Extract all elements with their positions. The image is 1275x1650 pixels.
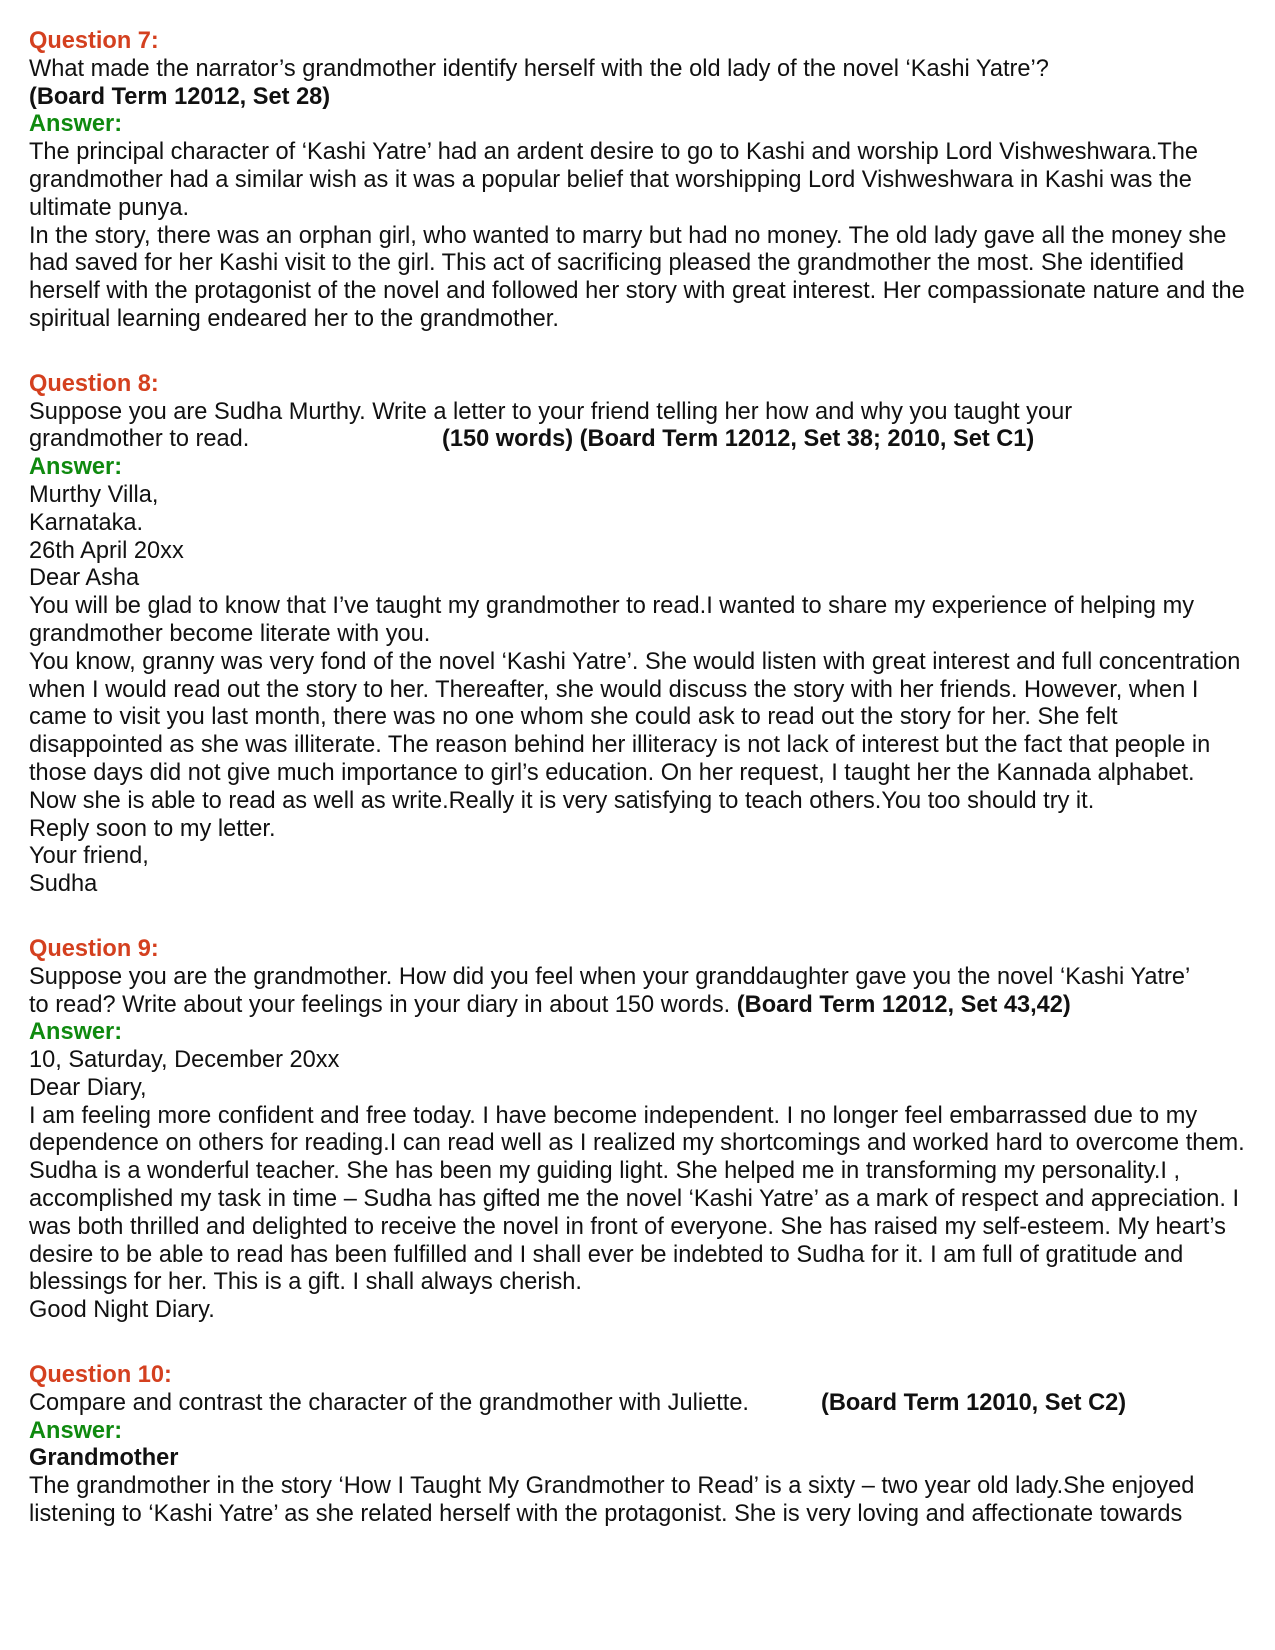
section-gap	[29, 334, 1247, 371]
letter-closing: Reply soon to my letter.	[29, 815, 276, 842]
section-gap	[29, 899, 1247, 936]
question-text-line-2	[29, 426, 1247, 454]
answer-label: Answer:	[29, 111, 123, 138]
question-text-end: grandmother to read.	[29, 426, 250, 453]
question-text-line	[29, 1390, 1247, 1418]
question-8-block	[29, 371, 1247, 899]
diary-date: 10, Saturday, December 20xx	[29, 1047, 340, 1074]
letter-address-line: Murthy Villa,	[29, 481, 159, 508]
diary-closing: Good Night Diary.	[29, 1297, 215, 1324]
question-heading: Question 7:	[29, 28, 159, 54]
board-reference: (150 words) (Board Term 12012, Set 38; 2010, Set C1)	[442, 426, 1035, 453]
letter-date: 26th April 20xx	[29, 537, 184, 564]
answer-label: Answer:	[29, 454, 123, 481]
answer-paragraph: The principal character of ‘Kashi Yatre’ had an ardent desire to go to Kashi and worship Lord Vishweshwara.The grandmother had a similar wish as it was a popular belief that worshipping Lord Vishweshwara in Kashi was the ultimate punya.	[29, 139, 1198, 221]
letter-paragraph: You know, granny was very fond of the novel ‘Kashi Yatre’. She would listen with great interest and full concentration when I would read out the story to her. Thereafter, she would discuss the story with her friends. However, when I came to visit you last month, there was no one whom she could ask to read out the story for her. She felt disappointed as she was illiterate. The reason behind her illiteracy is not lack of interest but the fact that people in those days did not give much importance to girl’s education. On her request, I taught her the Kannada alphabet. Now she is able to read as well as write.Really it is very satisfying to teach others.You too should try it.	[29, 648, 1241, 814]
question-heading: Question 10:	[29, 1362, 172, 1389]
diary-paragraph: I am feeling more confident and free today. I have become independent. I no longer feel embarrassed due to my dependence on others for reading.I can read well as I realized my shortcomings and worked hard to overcome them.	[29, 1102, 1245, 1157]
answer-subheading: Grandmother	[29, 1445, 179, 1472]
question-heading: Question 8:	[29, 370, 159, 397]
board-reference: (Board Term 12012, Set 43,42)	[736, 991, 1071, 1018]
answer-paragraph: In the story, there was an orphan girl, who wanted to marry but had no money. The old lady gave all the money she had saved for her Kashi visit to the girl. This act of sacrificing pleased the grandmother the most. She identified herself with the protagonist of the novel and followed her story with great interest. Her compassionate nature and the spiritual learning endeared her to the grandmother.	[29, 222, 1245, 332]
diary-salutation: Dear Diary,	[29, 1074, 147, 1101]
question-9-block	[29, 936, 1247, 1325]
question-text-line-2	[29, 992, 1247, 1020]
letter-signature: Sudha	[29, 871, 98, 898]
answer-label: Answer:	[29, 1019, 123, 1046]
question-text-end: to read? Write about your feelings in your diary in about 150 words.	[29, 991, 731, 1018]
question-text: Suppose you are Sudha Murthy. Write a letter to your friend telling her how and why you taught your	[29, 398, 1073, 425]
letter-salutation: Dear Asha	[29, 565, 140, 592]
question-7-block	[29, 28, 1247, 334]
board-reference: (Board Term 12012, Set 28)	[29, 83, 331, 110]
question-heading: Question 9:	[29, 935, 159, 962]
letter-paragraph: You will be glad to know that I’ve taught my grandmother to read.I wanted to share my experience of helping my grandmother become literate with you.	[29, 593, 1195, 647]
board-reference: (Board Term 12010, Set C2)	[821, 1389, 1127, 1416]
question-text: Suppose you are the grandmother. How did you feel when your granddaughter gave you the novel ‘Kashi Yatre’	[29, 963, 1191, 990]
section-gap	[29, 1325, 1247, 1362]
answer-label: Answer:	[29, 1417, 123, 1444]
answer-paragraph: The grandmother in the story ‘How I Taught My Grandmother to Read’ is a sixty – two year old lady.She enjoyed listening to ‘Kashi Yatre’ as she related herself with the protagonist. She is very loving and affectionate towards	[29, 1473, 1195, 1528]
letter-closing: Your friend,	[29, 843, 149, 870]
letter-address-line: Karnataka.	[29, 509, 144, 536]
question-10-block	[29, 1362, 1247, 1529]
question-text: What made the narrator’s grandmother identify herself with the old lady of the novel ‘Kashi Yatre’?	[29, 55, 1049, 82]
diary-paragraph: Sudha is a wonderful teacher. She has been my guiding light. She helped me in transforming my personality.I , accomplished my task in time – Sudha has gifted me the novel ‘Kashi Yatre’ as a mark of respect and appreciation. I was both thrilled and delighted to receive the novel in front of everyone. She has raised my self-esteem. My heart’s desire to be able to read has been fulfilled and I shall ever be indebted to Sudha for it. I am full of gratitude and blessings for her. This is a gift. I shall always cherish.	[29, 1158, 1240, 1296]
question-text: Compare and contrast the character of the grandmother with Juliette.	[29, 1389, 749, 1416]
